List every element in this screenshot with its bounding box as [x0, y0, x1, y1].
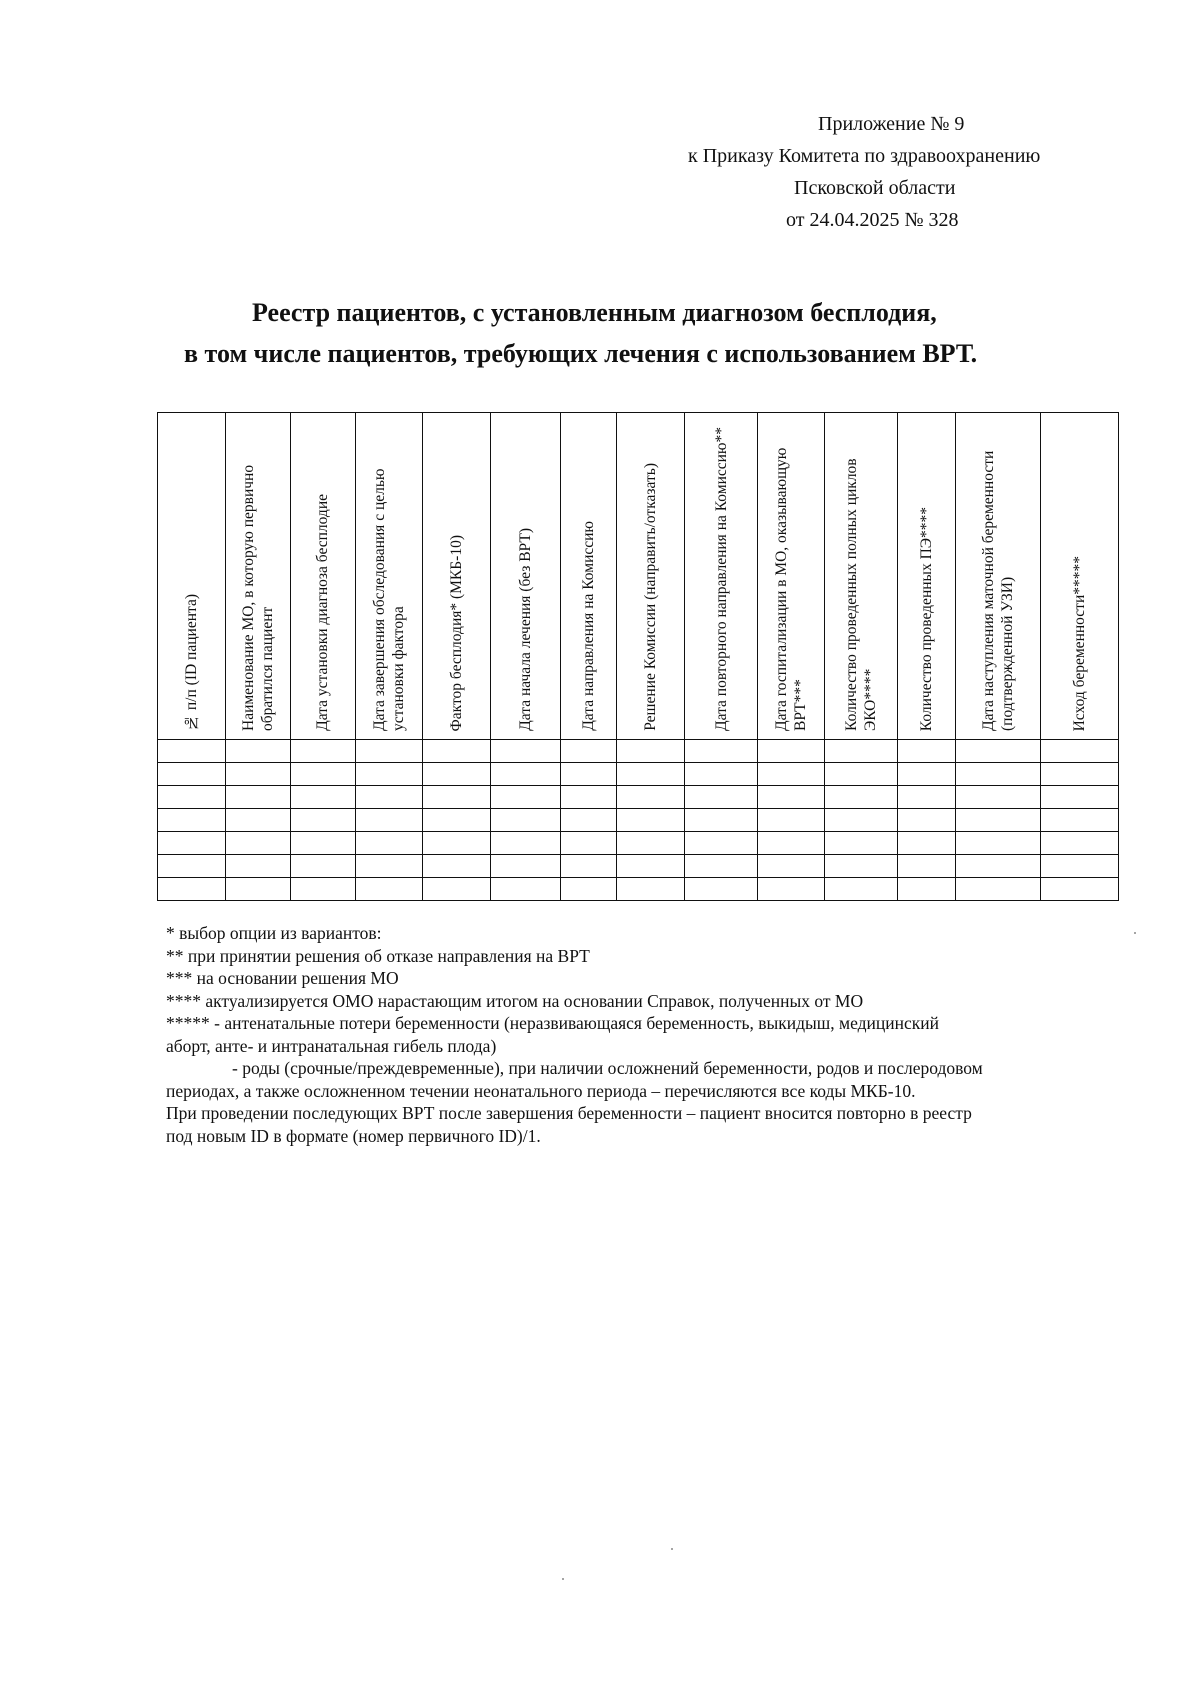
column-header: Количество проведенных ПЭ****: [897, 413, 955, 740]
table-cell: [685, 855, 757, 878]
table-cell: [955, 763, 1041, 786]
table-cell: [897, 855, 955, 878]
table-cell: [490, 878, 560, 901]
table-cell: [290, 763, 355, 786]
table-cell: [1041, 786, 1119, 809]
table-cell: [825, 832, 897, 855]
table-body: [158, 740, 1119, 901]
table-cell: [955, 855, 1041, 878]
table-cell: [955, 786, 1041, 809]
table-cell: [355, 763, 422, 786]
table-header-row: [158, 413, 1119, 740]
table-cell: [158, 832, 226, 855]
table-cell: [290, 878, 355, 901]
table-cell: [955, 832, 1041, 855]
table-cell: [955, 809, 1041, 832]
table-cell: [226, 763, 290, 786]
column-header: Дата повторного направления на Комиссию**: [685, 413, 757, 740]
note-repeat-entry-continued: под новым ID в формате (номер первичного ID)/1.: [166, 1125, 541, 1146]
table-row: [158, 786, 1119, 809]
table-cell: [825, 809, 897, 832]
table-cell: [290, 855, 355, 878]
footnote-1: * выбор опции из вариантов:: [166, 923, 382, 943]
table-cell: [897, 809, 955, 832]
table-cell: [355, 786, 422, 809]
table-cell: [825, 740, 897, 763]
table-cell: [757, 786, 824, 809]
column-header: Количество проведенных полных циклов ЭКО****: [825, 413, 897, 740]
table-cell: [355, 832, 422, 855]
annex-date-number: от 24.04.2025 № 328: [786, 209, 959, 231]
footnotes: [166, 922, 1116, 1147]
table-cell: [1041, 878, 1119, 901]
table-cell: [423, 763, 490, 786]
note-repeat-entry: При проведении последующих ВРТ после завершения беременности – пациент вносится повторно в реестр: [166, 1103, 972, 1123]
table-cell: [685, 832, 757, 855]
table-cell: [355, 809, 422, 832]
column-header: № п/п (ID пациента): [158, 413, 226, 740]
table-cell: [490, 786, 560, 809]
scan-speck: [562, 1578, 564, 1580]
table-cell: [560, 786, 616, 809]
table-cell: [685, 740, 757, 763]
table-cell: [897, 763, 955, 786]
table-cell: [490, 763, 560, 786]
table-row: [158, 740, 1119, 763]
table-cell: [423, 855, 490, 878]
table-cell: [897, 740, 955, 763]
column-header: Наименование МО, в которую первично обратился пациент: [226, 413, 290, 740]
table-cell: [617, 855, 685, 878]
table-cell: [617, 878, 685, 901]
table-cell: [158, 878, 226, 901]
table-cell: [355, 855, 422, 878]
table-cell: [825, 855, 897, 878]
column-header: Дата направления на Комиссию: [560, 413, 616, 740]
table-cell: [290, 740, 355, 763]
table-cell: [757, 878, 824, 901]
table-cell: [158, 809, 226, 832]
table-cell: [1041, 740, 1119, 763]
column-header: Дата завершения обследования с целью установки фактора: [355, 413, 422, 740]
column-header: Фактор бесплодия* (МКБ-10): [423, 413, 490, 740]
table-cell: [158, 740, 226, 763]
table-cell: [290, 786, 355, 809]
table-cell: [955, 878, 1041, 901]
table-cell: [685, 763, 757, 786]
table-cell: [897, 786, 955, 809]
column-header: Исход беременности*****: [1041, 413, 1119, 740]
table-cell: [423, 832, 490, 855]
column-header: Дата начала лечения (без ВРТ): [490, 413, 560, 740]
table-cell: [617, 832, 685, 855]
table-cell: [355, 878, 422, 901]
title-line-2: в том числе пациентов, требующих лечения с использованием ВРТ.: [184, 339, 978, 368]
column-header: Решение Комиссии (направить/отказать): [617, 413, 685, 740]
table-cell: [757, 740, 824, 763]
table-row: [158, 855, 1119, 878]
table-cell: [290, 832, 355, 855]
table-cell: [423, 740, 490, 763]
footnote-5-births: - роды (срочные/преждевременные), при наличии осложнений беременности, родов и послеродовом: [232, 1058, 983, 1078]
table-cell: [226, 786, 290, 809]
footnote-5: ***** - антенатальные потери беременности (неразвивающаяся беременность, выкидыш, медицинский: [166, 1013, 939, 1033]
table-cell: [560, 878, 616, 901]
footnote-4: **** актуализируется ОМО нарастающим итогом на основании Справок, полученных от МО: [166, 990, 864, 1011]
annex-header: [660, 108, 1120, 236]
footnote-2: ** при принятии решения об отказе направления на ВРТ: [166, 945, 590, 966]
footnote-3: *** на основании решения МО: [166, 968, 399, 988]
annex-region: Псковской области: [794, 177, 956, 199]
table-cell: [825, 763, 897, 786]
table-cell: [757, 809, 824, 832]
table-cell: [560, 855, 616, 878]
table-cell: [158, 763, 226, 786]
table-cell: [685, 809, 757, 832]
table-cell: [617, 786, 685, 809]
column-header: Дата наступления маточной беременности (подтвержденной УЗИ): [955, 413, 1041, 740]
table-cell: [685, 786, 757, 809]
footnote-5-continued: аборт, анте- и интранатальная гибель плода): [166, 1035, 497, 1056]
table-cell: [490, 740, 560, 763]
table-cell: [617, 809, 685, 832]
table-cell: [897, 878, 955, 901]
table-cell: [226, 809, 290, 832]
document-title: [150, 292, 1110, 374]
scan-speck: [1134, 932, 1136, 934]
table-cell: [423, 809, 490, 832]
table-cell: [897, 832, 955, 855]
table-cell: [490, 832, 560, 855]
table-cell: [617, 763, 685, 786]
table-row: [158, 809, 1119, 832]
table-cell: [1041, 763, 1119, 786]
table-cell: [685, 878, 757, 901]
table-cell: [560, 832, 616, 855]
table-cell: [226, 878, 290, 901]
table-cell: [757, 832, 824, 855]
column-header: Дата установки диагноза бесплодие: [290, 413, 355, 740]
table-cell: [1041, 809, 1119, 832]
table-row: [158, 832, 1119, 855]
table-cell: [226, 855, 290, 878]
table-cell: [757, 763, 824, 786]
annex-order-reference: к Приказу Комитета по здравоохранению: [688, 145, 1041, 167]
annex-number: Приложение № 9: [818, 113, 965, 135]
footnote-5-births-continued: периодах, а также осложненном течении неонатального периода – перечисляются все коды МКБ-10.: [166, 1080, 916, 1101]
table-cell: [560, 809, 616, 832]
scan-speck: [671, 1548, 673, 1550]
table-cell: [617, 740, 685, 763]
table-cell: [355, 740, 422, 763]
table-cell: [1041, 832, 1119, 855]
table-cell: [226, 740, 290, 763]
title-line-1: Реестр пациентов, с установленным диагнозом бесплодия,: [252, 298, 937, 327]
table-cell: [226, 832, 290, 855]
table-cell: [560, 763, 616, 786]
table-cell: [560, 740, 616, 763]
table-cell: [757, 855, 824, 878]
table-cell: [423, 786, 490, 809]
patient-registry-table: [157, 412, 1119, 901]
table-cell: [955, 740, 1041, 763]
table-cell: [1041, 855, 1119, 878]
table-cell: [825, 786, 897, 809]
table-cell: [158, 786, 226, 809]
table-cell: [423, 878, 490, 901]
table-cell: [490, 809, 560, 832]
column-header: Дата госпитализации в МО, оказывающую ВРТ***: [757, 413, 824, 740]
table-row: [158, 763, 1119, 786]
table-cell: [490, 855, 560, 878]
table-cell: [290, 809, 355, 832]
table-row: [158, 878, 1119, 901]
table-cell: [158, 855, 226, 878]
table-cell: [825, 878, 897, 901]
